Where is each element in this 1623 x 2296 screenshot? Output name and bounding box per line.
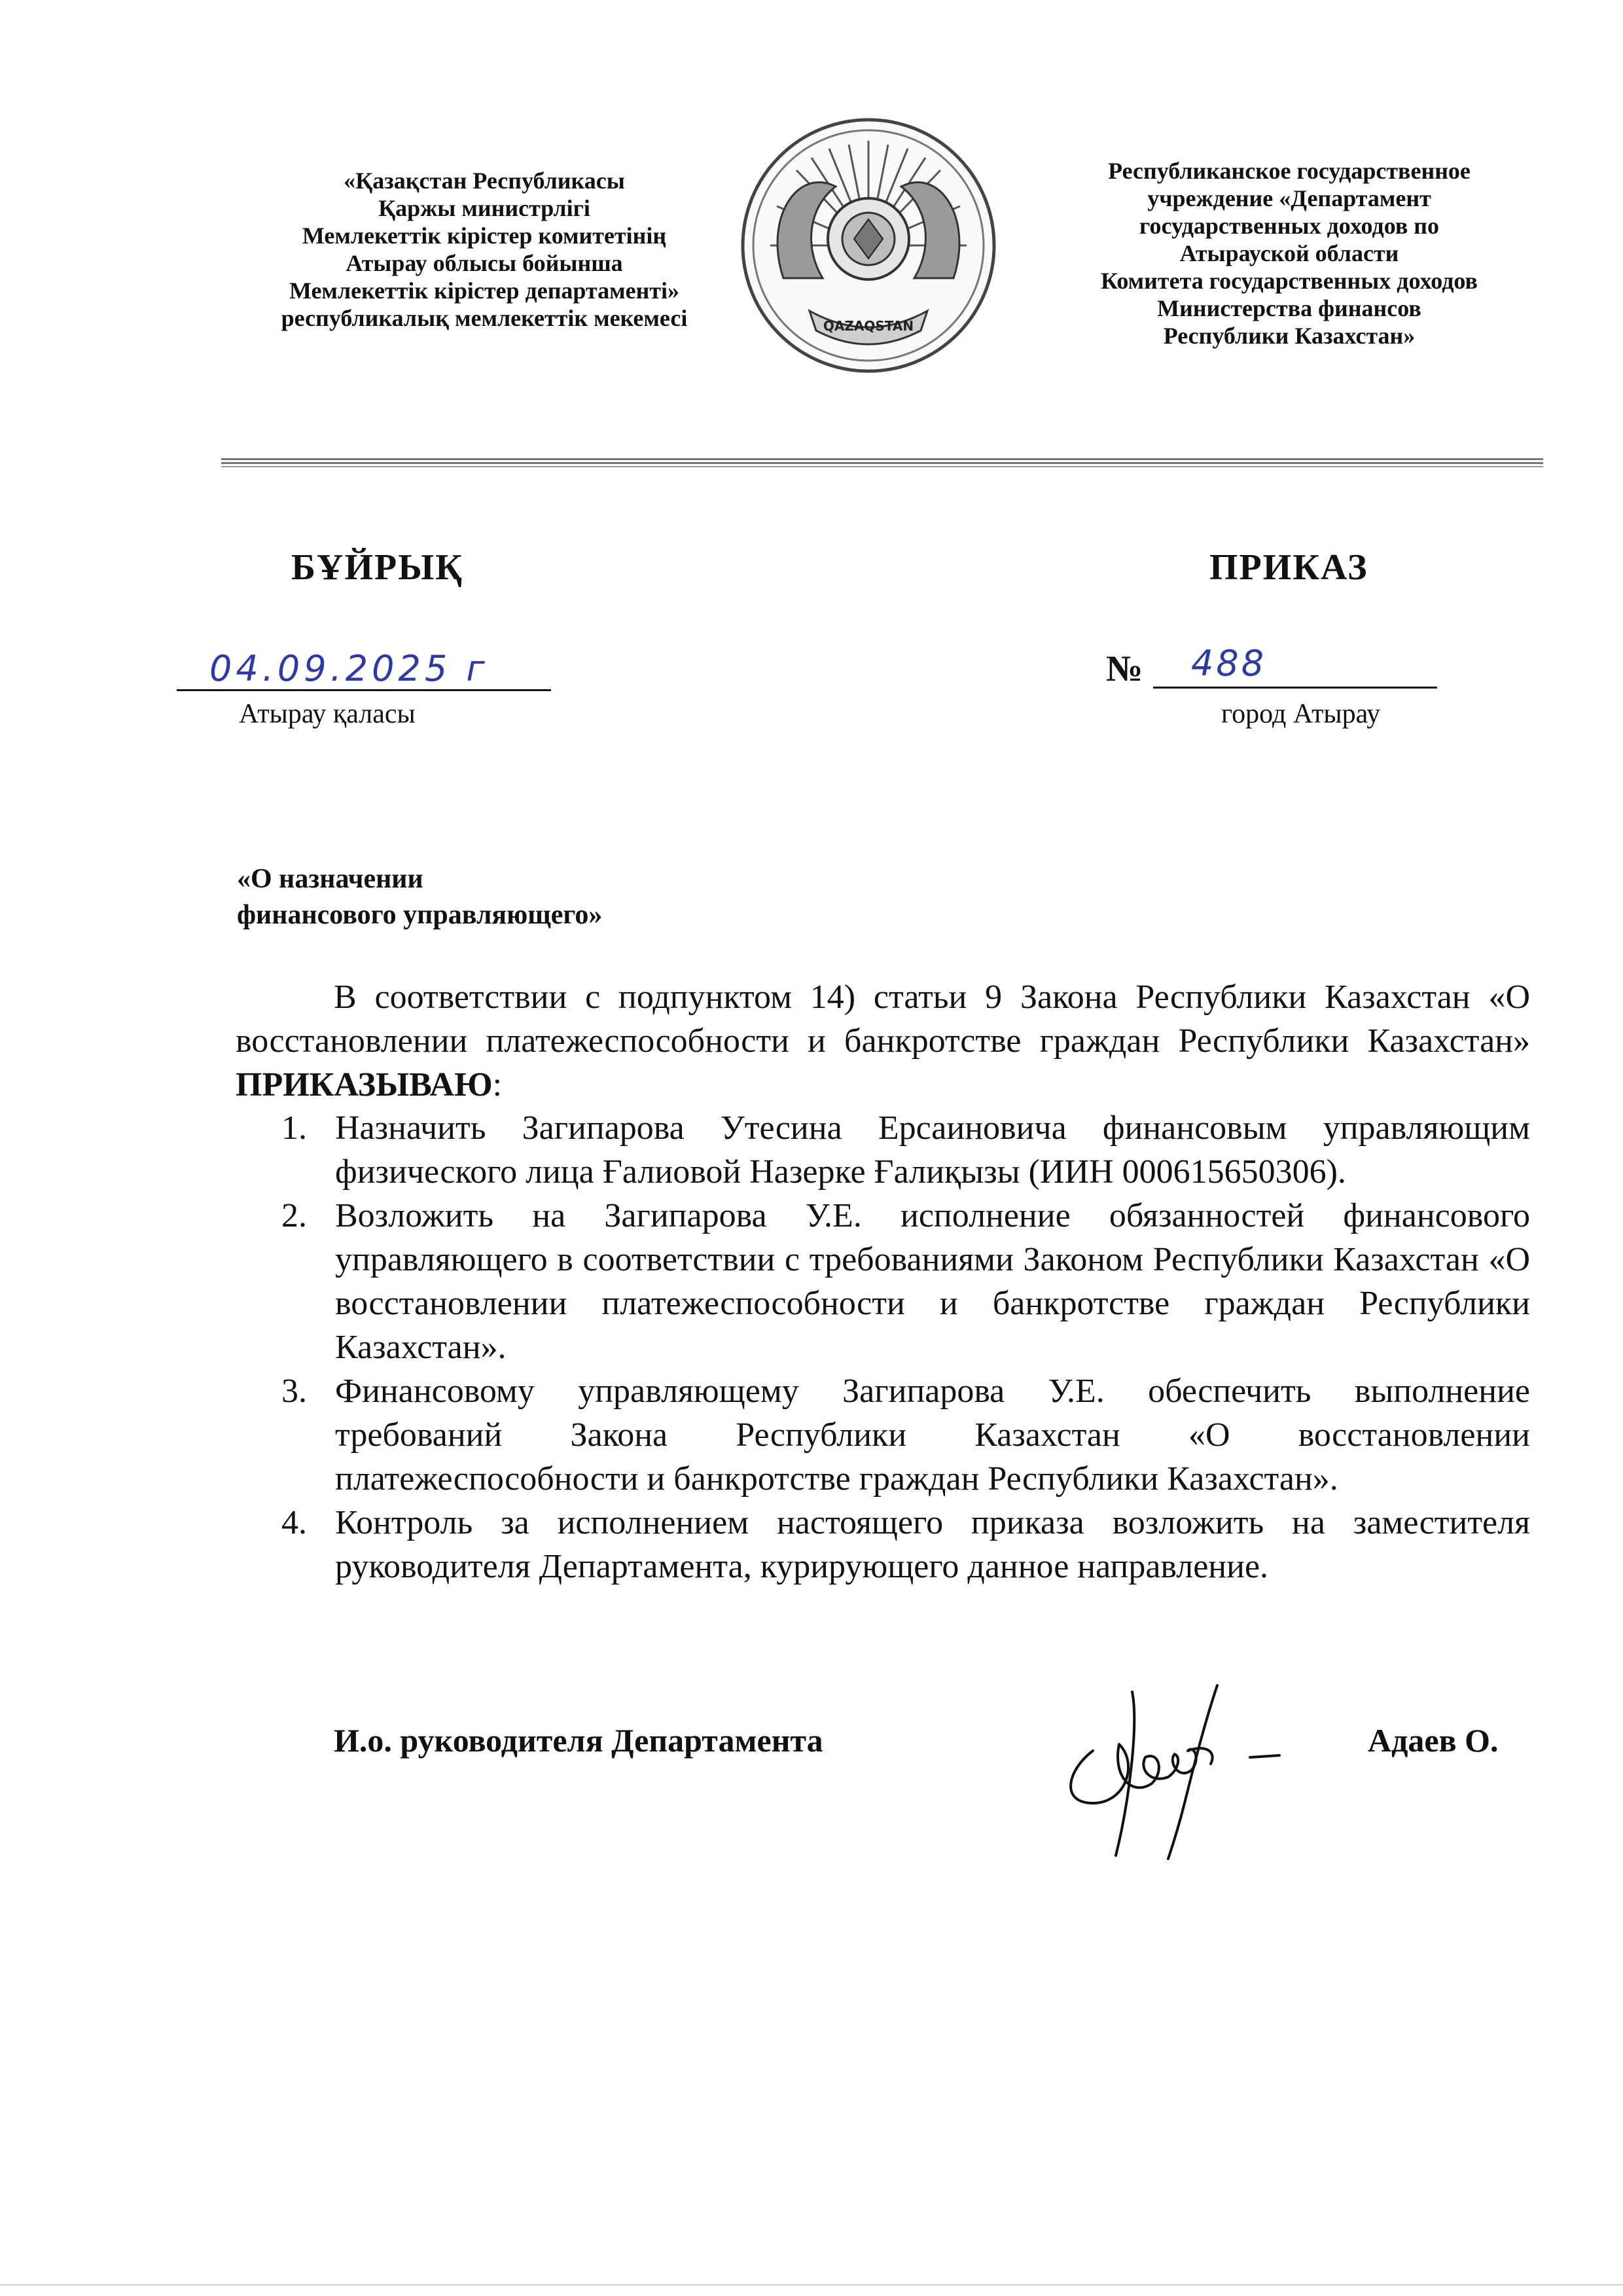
order-items	[262, 1106, 1530, 1588]
preamble-text: В соответствии с подпунктом 14) статьи 9 Закона Республики Казахстан «О восстановлении платежеспособности и банкротстве граждан Республики Казахстан»	[236, 978, 1530, 1060]
header-kz-line: «Қазақстан Республикасы	[344, 168, 625, 194]
item-text: Возложить на Загипарова У.Е. исполнение обязанностей финансового управляющего в соответствии с требованиями Законом Республики Казахстан «О восстановлении платежеспособности и банкротстве граждан Республики Казахстан».	[335, 1197, 1530, 1366]
place-kz: Атырау қаласы	[239, 699, 416, 729]
header-ru-line: государственных доходов по	[1139, 213, 1439, 239]
scan-edge-line	[0, 2284, 1623, 2286]
preamble-paragraph	[236, 975, 1530, 1107]
emblem-text: QAZAQSTAN	[823, 318, 914, 334]
header-divider	[221, 458, 1543, 460]
header-divider	[221, 466, 1543, 467]
item-text: Финансовому управляющему Загипарова У.Е. обеспечить выполнение требований Закона Республики Казахстан «О восстановлении платежеспособности и банкротстве граждан Республики Казахстан».	[335, 1372, 1530, 1498]
item-text: Контроль за исполнением настоящего приказа возложить на заместителя руководителя Департамента, курирующего данное направление.	[335, 1504, 1530, 1585]
list-item	[262, 1194, 1530, 1369]
subject-line: «О назначении	[237, 864, 423, 894]
header-kz-line: Мемлекеттік кірістер комитетінің	[302, 223, 667, 249]
title-ru: ПРИКАЗ	[1209, 547, 1368, 588]
header-kz-line: Атырау облысы бойынша	[346, 250, 623, 276]
item-number: 1.	[281, 1109, 307, 1147]
handwritten-date: 04.09.2025 г	[209, 648, 489, 689]
command-suffix: :	[492, 1066, 503, 1103]
place-ru: город Атырау	[1221, 699, 1381, 729]
list-item	[262, 1106, 1530, 1194]
header-kz-line: Қаржы министрлігі	[378, 195, 590, 221]
order-preamble	[236, 975, 1530, 1107]
item-number: 3.	[281, 1372, 307, 1410]
order-subject	[237, 861, 602, 933]
number-sign: №	[1106, 649, 1143, 689]
command-word: ПРИКАЗЫВАЮ	[236, 1066, 493, 1103]
date-underline	[177, 689, 551, 691]
header-ru-line: Министерства финансов	[1157, 295, 1421, 321]
signatory-position: И.о. руководителя Департамента	[334, 1722, 823, 1759]
number-underline	[1153, 687, 1437, 689]
handwritten-number: 488	[1191, 643, 1267, 684]
subject-line: финансового управляющего»	[237, 900, 603, 930]
header-ru-line: Республики Казахстан»	[1163, 323, 1416, 349]
header-kz-line: республикалық мемлекеттік мекемесі	[281, 305, 688, 331]
signatory-name: Адаев О.	[1368, 1722, 1499, 1759]
handwritten-signature	[1054, 1672, 1296, 1862]
header-ru-line: Республиканское государственное	[1108, 158, 1471, 184]
list-item	[262, 1369, 1530, 1501]
header-ru-line: учреждение «Департамент	[1147, 185, 1431, 211]
state-emblem	[738, 115, 999, 376]
header-divider	[221, 462, 1543, 464]
header-kz-line: Мемлекеттік кірістер департаменті»	[289, 278, 680, 304]
title-kz: БҰЙРЫҚ	[291, 547, 463, 588]
header-ru-line: Комитета государственных доходов	[1101, 268, 1478, 294]
item-number: 4.	[281, 1504, 307, 1541]
item-text: Назначить Загипарова Утесина Ерсаиновича финансовым управляющим физического лица Ғалиовой Назерке Ғалиқызы (ИИН 000615650306).	[335, 1109, 1530, 1191]
item-number: 2.	[281, 1197, 307, 1234]
header-kz-organization	[216, 167, 753, 332]
header-ru-line: Атырауской области	[1179, 240, 1399, 266]
header-ru-organization	[1021, 157, 1558, 350]
list-item	[262, 1501, 1530, 1588]
